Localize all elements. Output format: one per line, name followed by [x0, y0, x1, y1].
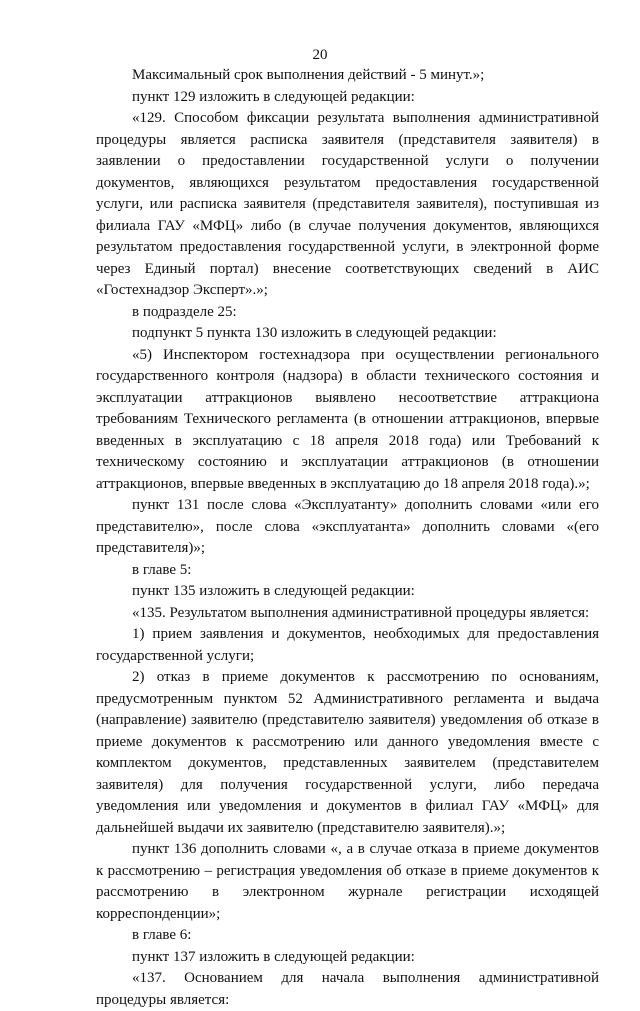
paragraph: «135. Результатом выполнения административной процедуры является:	[132, 604, 590, 621]
paragraph: Максимальный срок выполнения действий - 5 минут.»;	[132, 67, 485, 83]
paragraph: 1) прием заявления и документов, необходимых для предоставления государственной услуги;	[96, 626, 599, 664]
paragraph: пункт 129 изложить в следующей редакции:	[132, 88, 415, 105]
document-body	[96, 65, 599, 1011]
paragraph: «129. Способом фиксации результата выполнения административной процедуры является расписка заявителя (представителя заявителя) в заявлении о предоставлении государственной услуги о получении документов, являющихся результатом предоставления государственной услуги, или расписка заявителя (представителя заявителя), поступившая из филиала ГАУ «МФЦ» либо (в случае получения документов, являющихся результатом предоставления государственной услуги, в электронной форме через Единый портал) внесение соответствующих сведений в АИС «Гостехнадзор Эксперт».»;	[96, 110, 599, 298]
paragraph: пункт 136 дополнить словами «, а в случае отказа в приеме документов к рассмотрению – регистрация уведомления об отказе в приеме документов к рассмотрению в электронном журнале регистрации исходящей корреспонденции»;	[96, 841, 599, 922]
paragraph: «5) Инспектором гостехнадзора при осуществлении регионального государственного контроля (надзора) в области технического состояния и эксплуатации аттракционов выявлено несоответствие аттракциона требованиям Технического регламента (в отношении аттракционов, впервые введенных в эксплуатацию с 18 апреля 2018 года) или Требований к техническому состоянию и эксплуатации аттракционов (в отношении аттракционов, впервые введенных в эксплуатацию до 18 апреля 2018 года).»;	[96, 346, 599, 492]
paragraph: в главе 6:	[132, 927, 192, 943]
paragraph: пункт 137 изложить в следующей редакции:	[132, 948, 415, 965]
paragraph: в главе 5:	[132, 561, 192, 578]
page-number: 20	[312, 47, 328, 63]
paragraph: в подразделе 25:	[132, 303, 237, 320]
paragraph: «137. Основанием для начала выполнения административной процедуры является:	[96, 970, 599, 1008]
paragraph: пункт 135 изложить в следующей редакции:	[132, 583, 415, 599]
paragraph: пункт 131 после слова «Эксплуатанту» дополнить словами «или его представителю», после слова «эксплуатанта» дополнить словами «(его представителя)»;	[96, 497, 599, 556]
paragraph: подпункт 5 пункта 130 изложить в следующей редакции:	[132, 325, 497, 341]
paragraph: 2) отказ в приеме документов к рассмотрению по основаниям, предусмотренным пунктом 52 Административного регламента и выдача (направление) заявителю (представителю заявителя) уведомления об отказе в приеме документов к рассмотрению или данного уведомления вместе с комплектом документов, представленных заявителем (представителем заявителя) для получения государственной услуги, либо передача уведомления или уведомления и документов в филиал ГАУ «МФЦ» для дальнейшей выдачи их заявителю (представителю заявителя).»;	[96, 669, 599, 836]
